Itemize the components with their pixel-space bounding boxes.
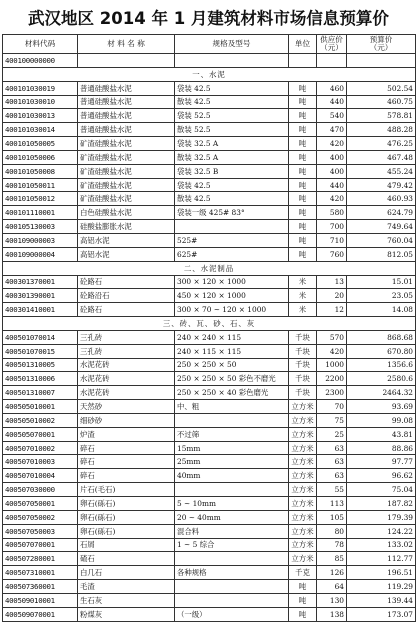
cell-supply-price: 760 bbox=[317, 247, 347, 261]
cell-unit: 千块 bbox=[289, 386, 317, 400]
header-budget-price bbox=[347, 35, 416, 54]
cell-spec: 240 × 115 × 115 bbox=[175, 344, 289, 358]
table-row bbox=[3, 303, 416, 317]
table-row bbox=[3, 386, 416, 400]
table-row bbox=[3, 358, 416, 372]
cell-code: 400101050012 bbox=[3, 192, 78, 206]
cell-name: 水泥花砖 bbox=[78, 372, 175, 386]
cell-code: 400501310006 bbox=[3, 372, 78, 386]
cell-spec: 525# bbox=[175, 233, 289, 247]
cell-budget-price: 455.24 bbox=[347, 164, 416, 178]
cell-budget-price: 133.02 bbox=[347, 538, 416, 552]
table-row bbox=[3, 413, 416, 427]
cell-supply-price: 440 bbox=[317, 95, 347, 109]
cell-unit: 立方米 bbox=[289, 552, 317, 566]
cell-code: 400507280001 bbox=[3, 552, 78, 566]
header-code: 材料代码 bbox=[3, 35, 78, 54]
cell-unit: 千块 bbox=[289, 330, 317, 344]
cell-unit bbox=[289, 54, 317, 68]
cell-unit: 吨 bbox=[289, 123, 317, 137]
cell-spec bbox=[175, 580, 289, 594]
cell-spec: 300 × 70 ~ 120 × 1000 bbox=[175, 303, 289, 317]
cell-code: 400501070014 bbox=[3, 330, 78, 344]
cell-supply-price bbox=[317, 54, 347, 68]
cell-name: 普通硅酸盐水泥 bbox=[78, 123, 175, 137]
cell-name: 碎石 bbox=[78, 441, 175, 455]
header-supply-line2: （元） bbox=[320, 43, 343, 52]
cell-code: 400501310007 bbox=[3, 386, 78, 400]
cell-spec: 袋装 42.5 bbox=[175, 178, 289, 192]
cell-supply-price: 2200 bbox=[317, 372, 347, 386]
cell-code: 400101110001 bbox=[3, 206, 78, 220]
cell-spec: 250 × 250 × 50 彩色不磨光 bbox=[175, 372, 289, 386]
cell-unit: 吨 bbox=[289, 607, 317, 621]
cell-name: 普通硅酸盐水泥 bbox=[78, 81, 175, 95]
cell-supply-price: 126 bbox=[317, 566, 347, 580]
cell-unit: 吨 bbox=[289, 206, 317, 220]
cell-name: 细砂砂 bbox=[78, 413, 175, 427]
cell-name: 矿渣硅酸盐水泥 bbox=[78, 137, 175, 151]
table-row bbox=[3, 109, 416, 123]
cell-budget-price: 460.93 bbox=[347, 192, 416, 206]
cell-supply-price: 20 bbox=[317, 289, 347, 303]
cell-code: 400101050006 bbox=[3, 150, 78, 164]
table-row bbox=[3, 455, 416, 469]
cell-unit: 吨 bbox=[289, 178, 317, 192]
section-title: 三、砖、瓦、砂、石、灰 bbox=[3, 317, 416, 331]
cell-unit: 立方米 bbox=[289, 400, 317, 414]
cell-budget-price: 479.42 bbox=[347, 178, 416, 192]
cell-unit: 吨 bbox=[289, 593, 317, 607]
cell-supply-price: 75 bbox=[317, 413, 347, 427]
cell-unit: 千块 bbox=[289, 358, 317, 372]
cell-unit: 千克 bbox=[289, 566, 317, 580]
cell-supply-price: 580 bbox=[317, 206, 347, 220]
cell-budget-price: 2580.6 bbox=[347, 372, 416, 386]
cell-name bbox=[78, 54, 175, 68]
cell-name: 碎石 bbox=[78, 455, 175, 469]
header-unit: 单位 bbox=[289, 35, 317, 54]
cell-supply-price: 700 bbox=[317, 220, 347, 234]
cell-supply-price: 13 bbox=[317, 275, 347, 289]
cell-name: 碴石 bbox=[78, 552, 175, 566]
cell-spec: 袋装 32.5 B bbox=[175, 164, 289, 178]
cell-name: 白几石 bbox=[78, 566, 175, 580]
cell-code: 400101030019 bbox=[3, 81, 78, 95]
cell-budget-price: 96.62 bbox=[347, 469, 416, 483]
cell-spec: 625# bbox=[175, 247, 289, 261]
cell-unit: 吨 bbox=[289, 109, 317, 123]
cell-spec bbox=[175, 593, 289, 607]
cell-spec: 25mm bbox=[175, 455, 289, 469]
cell-supply-price: 460 bbox=[317, 81, 347, 95]
cell-supply-price: 400 bbox=[317, 164, 347, 178]
table-row bbox=[3, 137, 416, 151]
cell-code: 400507010002 bbox=[3, 441, 78, 455]
table-row bbox=[3, 607, 416, 621]
section-row bbox=[3, 67, 416, 81]
table-row bbox=[3, 81, 416, 95]
cell-name: 砼路石 bbox=[78, 303, 175, 317]
cell-supply-price: 440 bbox=[317, 178, 347, 192]
table-row bbox=[3, 192, 416, 206]
cell-supply-price: 25 bbox=[317, 427, 347, 441]
cell-supply-price: 63 bbox=[317, 441, 347, 455]
table-row bbox=[3, 178, 416, 192]
cell-code: 400507030000 bbox=[3, 483, 78, 497]
cell-spec: 5 ~ 10mm bbox=[175, 497, 289, 511]
cell-spec bbox=[175, 54, 289, 68]
cell-spec: 散装 42.5 bbox=[175, 192, 289, 206]
cell-code: 400101030013 bbox=[3, 109, 78, 123]
cell-budget-price: 14.08 bbox=[347, 303, 416, 317]
cell-supply-price: 2300 bbox=[317, 386, 347, 400]
table-row bbox=[3, 552, 416, 566]
cell-spec: 各种规格 bbox=[175, 566, 289, 580]
cell-code: 400301390001 bbox=[3, 289, 78, 303]
table-row bbox=[3, 427, 416, 441]
cell-code: 400507010004 bbox=[3, 469, 78, 483]
cell-code: 400105130003 bbox=[3, 220, 78, 234]
table-row bbox=[3, 164, 416, 178]
cell-unit: 立方米 bbox=[289, 413, 317, 427]
cell-spec: 15mm bbox=[175, 441, 289, 455]
cell-budget-price: 43.81 bbox=[347, 427, 416, 441]
cell-unit: 吨 bbox=[289, 220, 317, 234]
cell-supply-price: 400 bbox=[317, 150, 347, 164]
cell-unit: 立方米 bbox=[289, 469, 317, 483]
table-row bbox=[3, 344, 416, 358]
cell-supply-price: 63 bbox=[317, 469, 347, 483]
cell-spec: 散装 32.5 A bbox=[175, 150, 289, 164]
table-row bbox=[3, 206, 416, 220]
cell-code: 400509010001 bbox=[3, 593, 78, 607]
cell-budget-price: 578.81 bbox=[347, 109, 416, 123]
cell-code: 400507360001 bbox=[3, 580, 78, 594]
cell-name: 卵石(砾石) bbox=[78, 510, 175, 524]
cell-code: 400501070015 bbox=[3, 344, 78, 358]
cell-supply-price: 113 bbox=[317, 497, 347, 511]
cell-name: 石屑 bbox=[78, 538, 175, 552]
cell-budget-price: 124.22 bbox=[347, 524, 416, 538]
table-row bbox=[3, 469, 416, 483]
cell-code: 400507050002 bbox=[3, 510, 78, 524]
cell-supply-price: 540 bbox=[317, 109, 347, 123]
cell-budget-price: 75.04 bbox=[347, 483, 416, 497]
cell-spec bbox=[175, 552, 289, 566]
cell-code: 400301410001 bbox=[3, 303, 78, 317]
cell-spec: 混合料 bbox=[175, 524, 289, 538]
cell-code: 400101050011 bbox=[3, 178, 78, 192]
table-row bbox=[3, 538, 416, 552]
table-row bbox=[3, 441, 416, 455]
section-row bbox=[3, 261, 416, 275]
cell-supply-price: 420 bbox=[317, 137, 347, 151]
cell-name: 卵石(砾石) bbox=[78, 524, 175, 538]
price-table bbox=[2, 34, 416, 622]
cell-code: 400505010001 bbox=[3, 400, 78, 414]
cell-name: 粉煤灰 bbox=[78, 607, 175, 621]
cell-name: 三孔砖 bbox=[78, 344, 175, 358]
table-row bbox=[3, 220, 416, 234]
cell-supply-price: 63 bbox=[317, 455, 347, 469]
table-row bbox=[3, 289, 416, 303]
cell-unit: 米 bbox=[289, 289, 317, 303]
cell-budget-price: 488.28 bbox=[347, 123, 416, 137]
cell-spec bbox=[175, 483, 289, 497]
cell-code: 400109000004 bbox=[3, 247, 78, 261]
cell-unit: 吨 bbox=[289, 192, 317, 206]
table-row bbox=[3, 497, 416, 511]
cell-spec: 40mm bbox=[175, 469, 289, 483]
cell-name: 天然砂 bbox=[78, 400, 175, 414]
cell-code: 400501310005 bbox=[3, 358, 78, 372]
cell-code: 400507070001 bbox=[3, 538, 78, 552]
cell-name: 碎石 bbox=[78, 469, 175, 483]
table-row bbox=[3, 54, 416, 68]
cell-unit: 吨 bbox=[289, 95, 317, 109]
header-budget-line1: 预算价 bbox=[369, 34, 393, 44]
table-row bbox=[3, 330, 416, 344]
table-row bbox=[3, 580, 416, 594]
cell-unit: 立方米 bbox=[289, 538, 317, 552]
cell-supply-price: 64 bbox=[317, 580, 347, 594]
cell-name: 矿渣硅酸盐水泥 bbox=[78, 178, 175, 192]
cell-spec: 20 ~ 40mm bbox=[175, 510, 289, 524]
cell-budget-price: 139.44 bbox=[347, 593, 416, 607]
cell-spec: 1 ~ 5 综合 bbox=[175, 538, 289, 552]
cell-unit: 立方米 bbox=[289, 497, 317, 511]
cell-name: 生石灰 bbox=[78, 593, 175, 607]
section-row bbox=[3, 317, 416, 331]
cell-spec: 240 × 240 × 115 bbox=[175, 330, 289, 344]
table-row bbox=[3, 247, 416, 261]
cell-supply-price: 138 bbox=[317, 607, 347, 621]
cell-code: 400109000003 bbox=[3, 233, 78, 247]
cell-budget-price: 2464.32 bbox=[347, 386, 416, 400]
cell-supply-price: 570 bbox=[317, 330, 347, 344]
cell-budget-price: 119.29 bbox=[347, 580, 416, 594]
cell-name: 水泥花砖 bbox=[78, 386, 175, 400]
cell-supply-price: 70 bbox=[317, 400, 347, 414]
header-budget-line2: （元） bbox=[369, 43, 393, 52]
table-row bbox=[3, 593, 416, 607]
cell-supply-price: 80 bbox=[317, 524, 347, 538]
cell-code: 400505070001 bbox=[3, 427, 78, 441]
cell-budget-price: 112.77 bbox=[347, 552, 416, 566]
cell-name: 砼路石 bbox=[78, 275, 175, 289]
cell-budget-price: 760.04 bbox=[347, 233, 416, 247]
cell-budget-price: 97.77 bbox=[347, 455, 416, 469]
cell-unit: 立方米 bbox=[289, 524, 317, 538]
cell-unit: 米 bbox=[289, 275, 317, 289]
header-spec: 规格及型号 bbox=[175, 35, 289, 54]
table-row bbox=[3, 95, 416, 109]
cell-name: 矿渣硅酸盐水泥 bbox=[78, 150, 175, 164]
cell-unit: 吨 bbox=[289, 150, 317, 164]
cell-spec: 不过筛 bbox=[175, 427, 289, 441]
cell-budget-price bbox=[347, 54, 416, 68]
cell-spec: 散装 52.5 bbox=[175, 123, 289, 137]
cell-name: 水泥花砖 bbox=[78, 358, 175, 372]
cell-name: 高铝水泥 bbox=[78, 247, 175, 261]
cell-spec: 袋装 52.5 bbox=[175, 109, 289, 123]
table-row bbox=[3, 510, 416, 524]
cell-spec: 250 × 250 × 50 bbox=[175, 358, 289, 372]
cell-supply-price: 85 bbox=[317, 552, 347, 566]
cell-budget-price: 88.86 bbox=[347, 441, 416, 455]
cell-supply-price: 78 bbox=[317, 538, 347, 552]
cell-code: 400507010003 bbox=[3, 455, 78, 469]
table-row bbox=[3, 524, 416, 538]
cell-supply-price: 105 bbox=[317, 510, 347, 524]
cell-spec: 300 × 120 × 1000 bbox=[175, 275, 289, 289]
cell-budget-price: 467.48 bbox=[347, 150, 416, 164]
cell-name: 普通硅酸盐水泥 bbox=[78, 95, 175, 109]
cell-name: 普通硅酸盐水泥 bbox=[78, 109, 175, 123]
cell-supply-price: 710 bbox=[317, 233, 347, 247]
cell-code: 400509070001 bbox=[3, 607, 78, 621]
cell-budget-price: 749.64 bbox=[347, 220, 416, 234]
cell-name: 卵石(砾石) bbox=[78, 497, 175, 511]
cell-unit: 立方米 bbox=[289, 455, 317, 469]
cell-unit: 吨 bbox=[289, 247, 317, 261]
cell-code: 400301370001 bbox=[3, 275, 78, 289]
cell-spec: 450 × 120 × 1000 bbox=[175, 289, 289, 303]
cell-budget-price: 624.79 bbox=[347, 206, 416, 220]
header-supply-line1: 供应价 bbox=[320, 34, 343, 44]
cell-spec: 袋装 42.5 bbox=[175, 81, 289, 95]
table-header bbox=[3, 35, 416, 54]
cell-unit: 立方米 bbox=[289, 427, 317, 441]
table-row bbox=[3, 123, 416, 137]
cell-code: 400100000000 bbox=[3, 54, 78, 68]
cell-unit: 吨 bbox=[289, 137, 317, 151]
cell-unit: 立方米 bbox=[289, 483, 317, 497]
cell-unit: 吨 bbox=[289, 233, 317, 247]
cell-name: 硅酸盐膨胀水泥 bbox=[78, 220, 175, 234]
cell-supply-price: 55 bbox=[317, 483, 347, 497]
cell-spec: （一级） bbox=[175, 607, 289, 621]
cell-name: 矿渣硅酸盐水泥 bbox=[78, 192, 175, 206]
cell-spec bbox=[175, 413, 289, 427]
cell-supply-price: 12 bbox=[317, 303, 347, 317]
header-supply-price bbox=[317, 35, 347, 54]
cell-unit: 立方米 bbox=[289, 510, 317, 524]
cell-name: 砼路沿石 bbox=[78, 289, 175, 303]
cell-code: 400505010002 bbox=[3, 413, 78, 427]
cell-budget-price: 173.07 bbox=[347, 607, 416, 621]
cell-name: 高铝水泥 bbox=[78, 233, 175, 247]
cell-budget-price: 476.25 bbox=[347, 137, 416, 151]
table-row bbox=[3, 400, 416, 414]
cell-name: 三孔砖 bbox=[78, 330, 175, 344]
section-title: 二、水泥制品 bbox=[3, 261, 416, 275]
cell-unit: 千块 bbox=[289, 344, 317, 358]
cell-budget-price: 23.05 bbox=[347, 289, 416, 303]
cell-budget-price: 460.75 bbox=[347, 95, 416, 109]
cell-supply-price: 470 bbox=[317, 123, 347, 137]
cell-budget-price: 187.82 bbox=[347, 497, 416, 511]
cell-supply-price: 130 bbox=[317, 593, 347, 607]
cell-supply-price: 1000 bbox=[317, 358, 347, 372]
cell-code: 400507310001 bbox=[3, 566, 78, 580]
cell-name: 片石(毛石) bbox=[78, 483, 175, 497]
cell-unit: 吨 bbox=[289, 81, 317, 95]
cell-spec: 中、粗 bbox=[175, 400, 289, 414]
table-row bbox=[3, 150, 416, 164]
table-row bbox=[3, 233, 416, 247]
table-row bbox=[3, 566, 416, 580]
cell-name: 炉渣 bbox=[78, 427, 175, 441]
section-title: 一、水泥 bbox=[3, 67, 416, 81]
cell-code: 400101050008 bbox=[3, 164, 78, 178]
cell-unit: 立方米 bbox=[289, 441, 317, 455]
cell-budget-price: 868.68 bbox=[347, 330, 416, 344]
cell-unit: 吨 bbox=[289, 164, 317, 178]
cell-name: 白色硅酸盐水泥 bbox=[78, 206, 175, 220]
cell-code: 400507050001 bbox=[3, 497, 78, 511]
cell-code: 400101030014 bbox=[3, 123, 78, 137]
table-row bbox=[3, 483, 416, 497]
cell-unit: 吨 bbox=[289, 580, 317, 594]
cell-supply-price: 420 bbox=[317, 344, 347, 358]
cell-budget-price: 1356.6 bbox=[347, 358, 416, 372]
cell-code: 400101030010 bbox=[3, 95, 78, 109]
table-row bbox=[3, 372, 416, 386]
cell-unit: 千块 bbox=[289, 372, 317, 386]
cell-budget-price: 15.01 bbox=[347, 275, 416, 289]
cell-spec: 250 × 250 × 40 彩色磨光 bbox=[175, 386, 289, 400]
cell-spec: 袋装 32.5 A bbox=[175, 137, 289, 151]
cell-spec: 袋装一级 425# 83° bbox=[175, 206, 289, 220]
cell-name: 毛渣 bbox=[78, 580, 175, 594]
cell-spec bbox=[175, 220, 289, 234]
document-title: 武汉地区 2014 年 1 月建筑材料市场信息预算价 bbox=[28, 9, 389, 28]
cell-budget-price: 196.51 bbox=[347, 566, 416, 580]
cell-budget-price: 179.39 bbox=[347, 510, 416, 524]
cell-budget-price: 93.69 bbox=[347, 400, 416, 414]
cell-budget-price: 502.54 bbox=[347, 81, 416, 95]
cell-name: 矿渣硅酸盐水泥 bbox=[78, 164, 175, 178]
cell-code: 400101050005 bbox=[3, 137, 78, 151]
cell-budget-price: 670.80 bbox=[347, 344, 416, 358]
table-body bbox=[3, 54, 416, 622]
cell-spec: 散装 42.5 bbox=[175, 95, 289, 109]
table-row bbox=[3, 275, 416, 289]
cell-budget-price: 812.05 bbox=[347, 247, 416, 261]
header-name: 材 料 名 称 bbox=[78, 35, 175, 54]
cell-unit: 米 bbox=[289, 303, 317, 317]
cell-supply-price: 420 bbox=[317, 192, 347, 206]
cell-budget-price: 99.08 bbox=[347, 413, 416, 427]
cell-code: 400507050003 bbox=[3, 524, 78, 538]
